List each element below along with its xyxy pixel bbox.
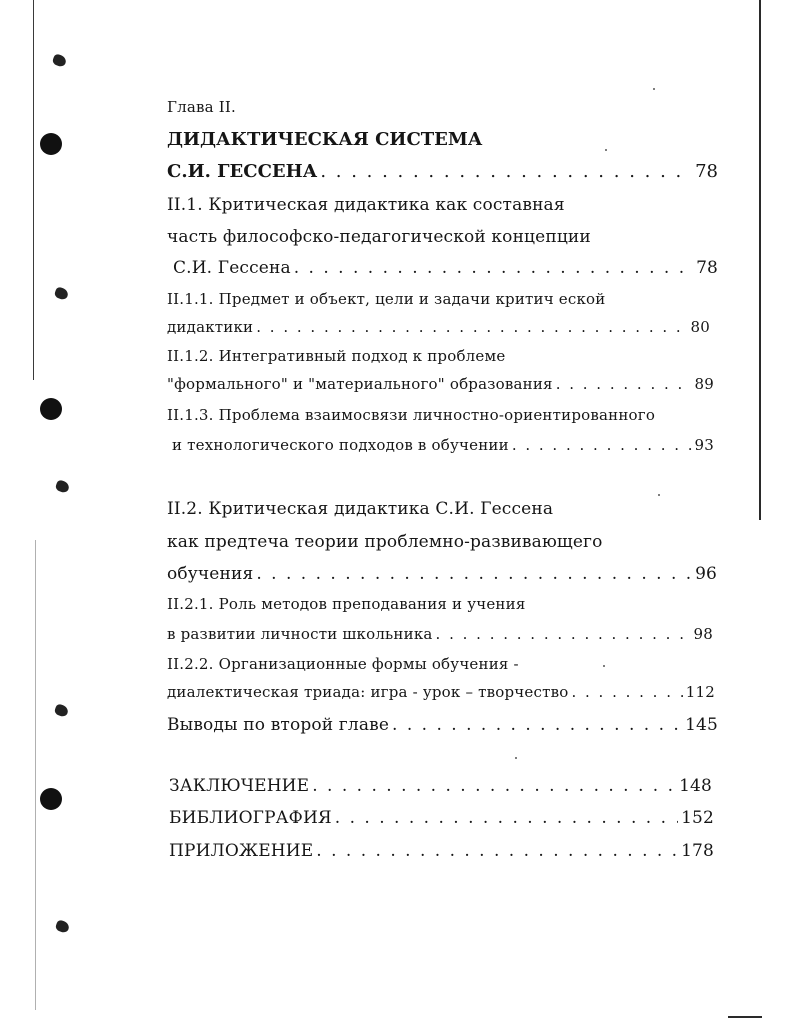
scan-dot	[658, 494, 660, 496]
page-number: 152	[681, 808, 714, 828]
entry-label: обучения	[167, 564, 254, 584]
entry-label: диалектическая триада: игра - урок – творчество	[167, 683, 569, 701]
page-number: 98	[693, 625, 713, 643]
scan-speck	[54, 286, 70, 301]
scan-dot	[515, 757, 517, 759]
toc-entry-appendix[interactable]	[169, 843, 714, 860]
dot-leader	[556, 377, 692, 392]
scan-dot	[603, 665, 605, 667]
entry-text-line: II.2. Критическая дидактика С.И. Гессена	[167, 499, 554, 519]
entry-label: ПРИЛОЖЕНИЕ	[169, 841, 314, 861]
page-number: 148	[679, 776, 712, 796]
entry-label: дидактики	[167, 318, 254, 336]
punch-hole	[40, 133, 62, 155]
dot-leader	[256, 566, 692, 583]
dot-leader	[392, 717, 682, 734]
scan-dot	[653, 88, 655, 90]
entry-label: "формального" и "материального" образования	[167, 375, 553, 393]
toc-entry[interactable]	[167, 627, 713, 642]
entry-text-line: часть философско-педагогической концепции	[167, 227, 591, 247]
scan-speck	[54, 703, 70, 718]
page-number: 89	[694, 375, 714, 393]
page-number: 78	[696, 258, 718, 278]
toc-entry[interactable]	[167, 685, 715, 700]
toc-entry-bibliography[interactable]	[169, 810, 714, 827]
toc-entry[interactable]	[167, 566, 717, 583]
entry-label: С.И. Гессена	[173, 258, 291, 278]
page-number: 112	[685, 683, 715, 701]
entry-text-line: II.2.1. Роль методов преподавания и учения	[167, 595, 526, 613]
dot-leader	[571, 685, 682, 700]
punch-hole	[40, 788, 62, 810]
page-number: 78	[695, 161, 718, 182]
entry-text-line: II.1. Критическая дидактика как составная	[167, 195, 565, 215]
entry-label: С.И. ГЕССЕНА	[167, 161, 318, 182]
dot-leader	[335, 810, 678, 827]
scan-speck	[55, 479, 71, 494]
scan-dot	[605, 149, 607, 151]
page-number: 96	[695, 564, 717, 584]
scan-edge-line	[759, 0, 761, 520]
entry-label: и технологического подходов в обучении	[172, 436, 509, 454]
entry-label: в развитии личности школьника	[167, 625, 433, 643]
dot-leader	[436, 627, 691, 642]
dot-leader	[294, 260, 693, 277]
toc-entry[interactable]	[172, 438, 714, 453]
page-number: 80	[690, 318, 710, 336]
page-number: 145	[685, 715, 718, 735]
entry-label: Выводы по второй главе	[167, 715, 390, 735]
scan-edge-line	[33, 0, 34, 380]
scan-speck	[55, 919, 71, 934]
dot-leader	[256, 320, 687, 335]
page-number: 93	[694, 436, 714, 454]
chapter-label: Глава II.	[167, 98, 236, 116]
entry-label: ЗАКЛЮЧЕНИЕ	[169, 776, 310, 796]
entry-text-line: II.2.2. Организационные формы обучения -	[167, 655, 519, 673]
dot-leader	[320, 163, 692, 181]
toc-entry-chapter[interactable]	[167, 163, 718, 181]
entry-text-line: II.1.3. Проблема взаимосвязи личностно-ориентированного	[167, 406, 656, 424]
scan-edge-line	[35, 540, 36, 1010]
entry-text-line: II.1.2. Интегративный подход к проблеме	[167, 347, 506, 365]
toc-entry-conclusion[interactable]	[169, 778, 712, 795]
toc-entry[interactable]	[167, 320, 710, 335]
dot-leader	[312, 778, 676, 795]
punch-hole	[40, 398, 62, 420]
entry-text-line: II.1.1. Предмет и объект, цели и задачи критич еской	[167, 290, 606, 308]
dot-leader	[512, 438, 692, 453]
toc-entry[interactable]	[167, 717, 718, 734]
scan-speck	[52, 53, 68, 68]
entry-label: БИБЛИОГРАФИЯ	[169, 808, 332, 828]
chapter-title: ДИДАКТИЧЕСКАЯ СИСТЕМА	[167, 129, 483, 150]
toc-entry[interactable]	[167, 377, 714, 392]
scan-edge-line	[728, 1016, 762, 1018]
toc-entry[interactable]	[173, 260, 718, 277]
entry-text-line: как предтеча теории проблемно-развивающего	[167, 532, 603, 552]
page-number: 178	[681, 841, 714, 861]
dot-leader	[316, 843, 678, 860]
